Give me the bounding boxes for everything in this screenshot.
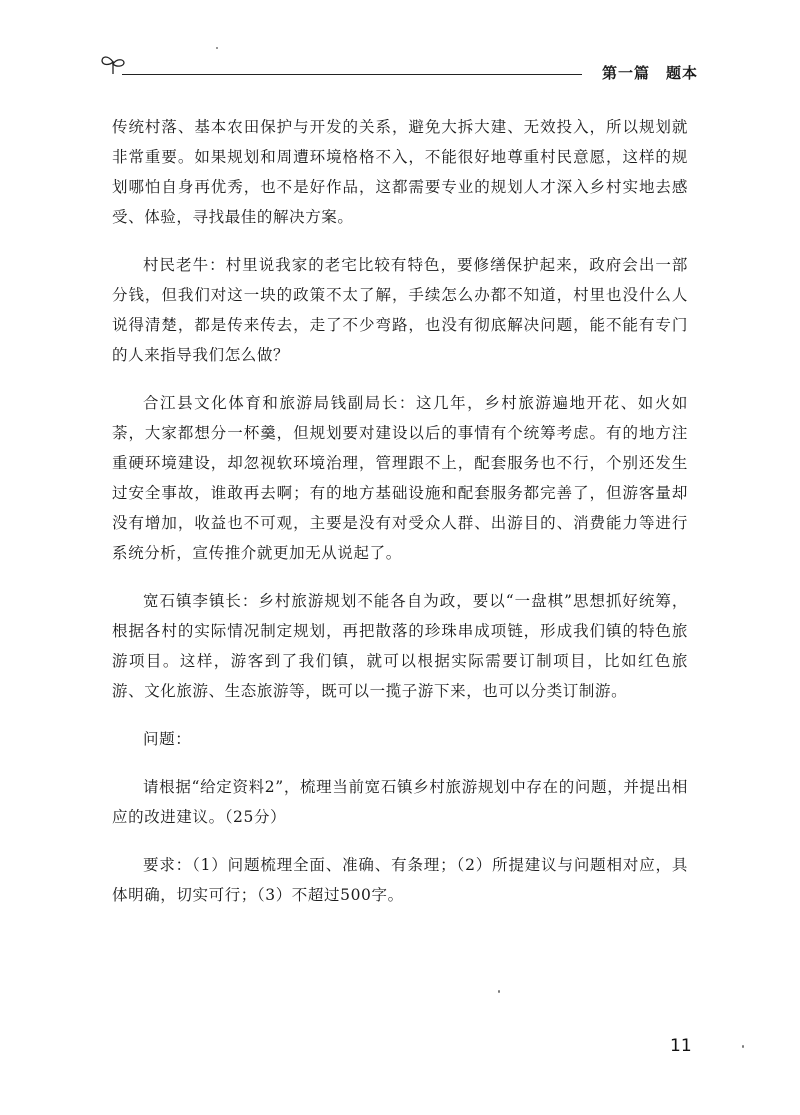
town-mayor-statement: 宽石镇李镇长：乡村旅游规划不能各自为政，要以“一盘棋”思想抓好统筹，根据各村的实际情况制定规划，再把散落的珍珠串成项链，形成我们镇的特色旅游项目。这样，游客到了我们镇，就可以根据实际需要订制项目，比如红色旅游、文化旅游、生态旅游等，既可以一揽子游下来，也可以分类订制游。 [112, 592, 688, 700]
material-paragraph-continued: 传统村落、基本农田保护与开发的关系，避免大拆大建、无效投入，所以规划就非常重要。如果规划和周遭环境格格不入，不能很好地尊重村民意愿，这样的规划哪怕自身再优秀，也不是好作品，这都需要专业的规划人才深入乡村实地去感受、体验，寻找最佳的解决方案。 [112, 118, 688, 226]
sprout-icon [100, 52, 126, 76]
scan-speck [216, 47, 218, 49]
page-number: 11 [670, 1036, 692, 1056]
page-content [112, 112, 688, 928]
question-text: 请根据“给定资料2”，梳理当前宽石镇乡村旅游规划中存在的问题，并提出相应的改进建议。（25分） [112, 778, 688, 826]
header-divider [122, 74, 582, 75]
villager-statement: 村民老牛：村里说我家的老宅比较有特色，要修缮保护起来，政府会出一部分钱，但我们对这一块的政策不太了解，手续怎么办都不知道，村里也没什么人说得清楚，都是传来传去，走了不少弯路，也没有彻底解决问题，能不能有专门的人来指导我们怎么做？ [112, 256, 688, 364]
section-title: 第一篇 题本 [601, 64, 698, 82]
scan-speck [498, 990, 500, 993]
answer-requirements: 要求：（1）问题梳理全面、准确、有条理；（2）所提建议与问题相对应，具体明确，切实可行；（3）不超过500字。 [112, 856, 688, 904]
question-label: 问题： [143, 730, 192, 748]
scan-speck [742, 1045, 744, 1048]
deputy-director-statement: 合江县文化体育和旅游局钱副局长：这几年，乡村旅游遍地开花、如火如荼，大家都想分一杯羹，但规划要对建设以后的事情有个统筹考虑。有的地方注重硬环境建设，却忽视软环境治理，管理跟不上，配套服务也不行，个别还发生过安全事故，谁敢再去啊；有的地方基础设施和配套服务都完善了，但游客量却没有增加，收益也不可观，主要是没有对受众人群、出游目的、消费能力等进行系统分析，宣传推介就更加无从说起了。 [112, 394, 688, 562]
running-header [100, 50, 700, 84]
